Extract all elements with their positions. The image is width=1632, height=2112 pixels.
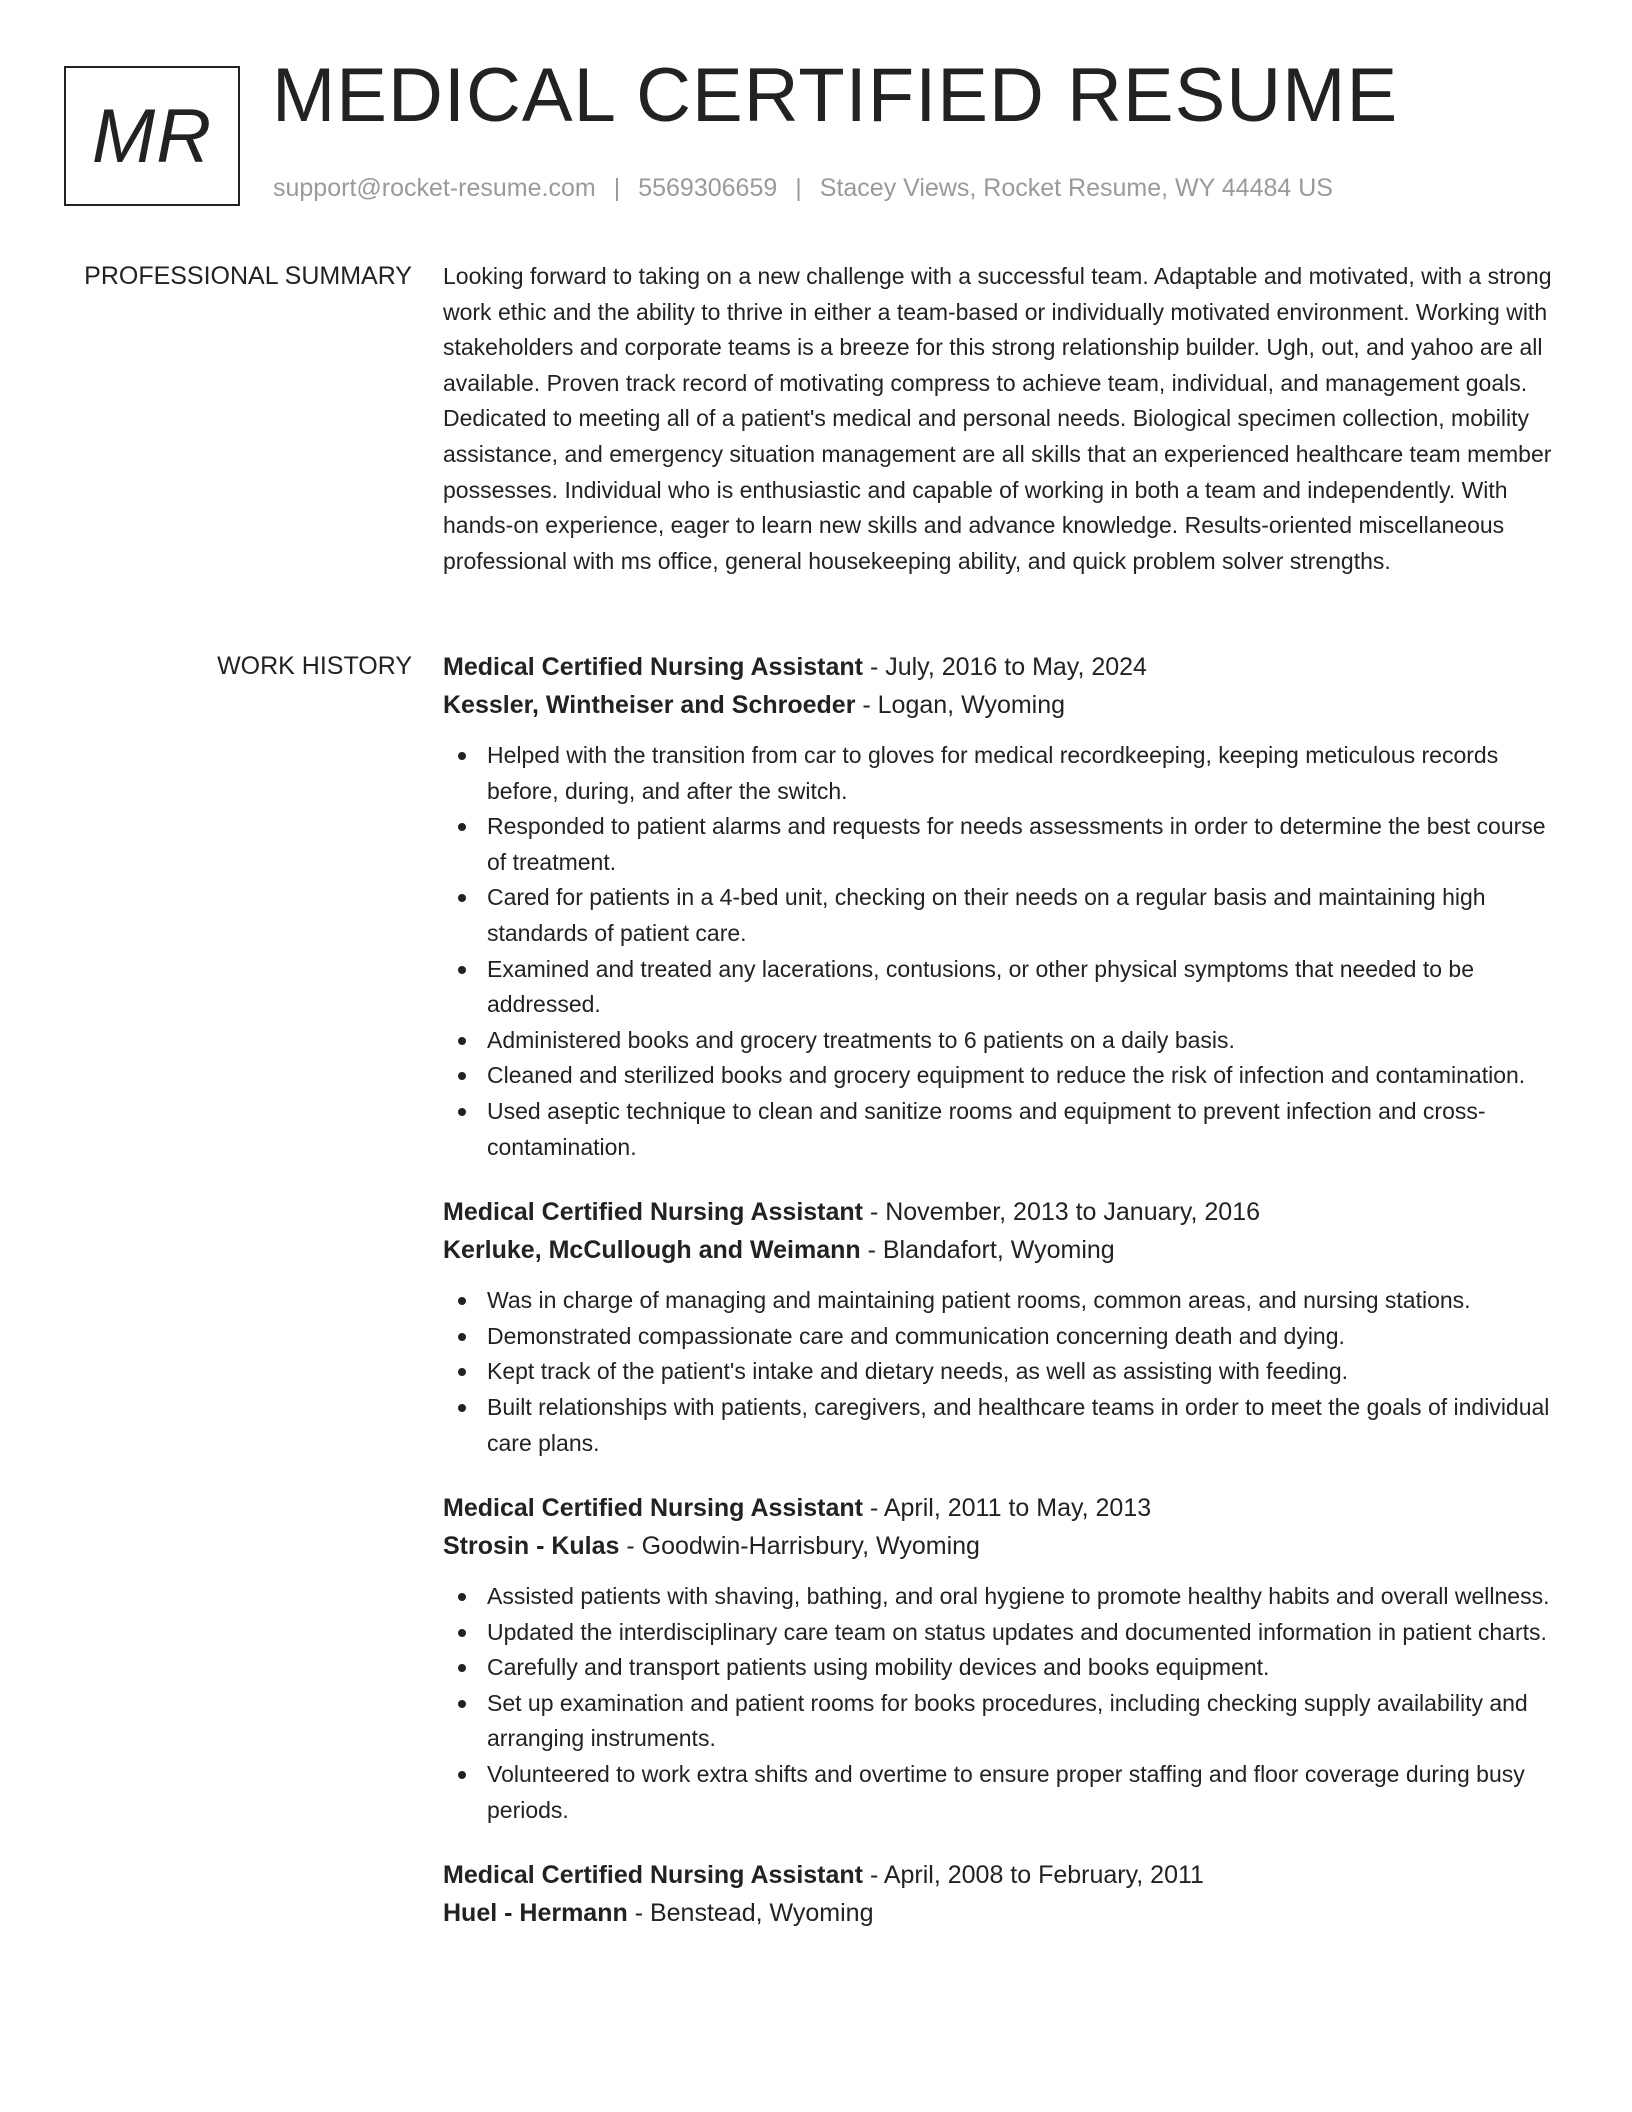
job-bullet-text: Set up examination and patient rooms for books procedures, including checking supply availability and arranging instruments. bbox=[487, 1689, 1528, 1752]
job-bullet-text: Responded to patient alarms and requests for needs assessments in order to determine the best course of treatment. bbox=[487, 813, 1546, 875]
job-company: Strosin - Kulas bbox=[443, 1532, 620, 1561]
job-bullet bbox=[443, 1579, 1553, 1615]
job-title: Medical Certified Nursing Assistant bbox=[443, 1198, 863, 1227]
job-title: Medical Certified Nursing Assistant bbox=[443, 1494, 863, 1523]
summary-heading: PROFESSIONAL SUMMARY bbox=[84, 262, 412, 290]
job-bullet bbox=[443, 1650, 1553, 1686]
job-bullets bbox=[443, 1283, 1553, 1461]
job-entry bbox=[443, 648, 1553, 1165]
job-bullet-text: Cared for patients in a 4-bed unit, checking on their needs on a regular basis and maintaining high standards of patient care. bbox=[487, 884, 1486, 946]
job-location: - Logan, Wyoming bbox=[855, 691, 1066, 719]
bullet-dot-icon bbox=[458, 1771, 466, 1779]
work-history-heading: WORK HISTORY bbox=[217, 652, 412, 680]
bullet-dot-icon bbox=[458, 1037, 466, 1045]
job-bullet bbox=[443, 1615, 1553, 1651]
bullet-dot-icon bbox=[458, 1108, 466, 1116]
work-history-body bbox=[443, 648, 1553, 1960]
job-bullet bbox=[443, 1319, 1553, 1355]
job-title-line bbox=[443, 1856, 1553, 1894]
bullet-dot-icon bbox=[458, 1333, 466, 1341]
bullet-dot-icon bbox=[458, 1629, 466, 1637]
bullet-dot-icon bbox=[458, 1297, 466, 1305]
job-bullet-text: Helped with the transition from car to gloves for medical recordkeeping, keeping meticulous records before, during, and after the switch. bbox=[487, 742, 1499, 804]
contact-line bbox=[273, 174, 1333, 203]
bullet-dot-icon bbox=[458, 1664, 466, 1672]
job-company: Kerluke, McCullough and Weimann bbox=[443, 1236, 861, 1265]
job-dates: - April, 2011 to May, 2013 bbox=[863, 1494, 1152, 1523]
job-company-line bbox=[443, 1894, 1553, 1932]
bullet-dot-icon bbox=[458, 1700, 466, 1708]
job-dates: - April, 2008 to February, 2011 bbox=[863, 1861, 1204, 1890]
job-company-line bbox=[443, 1231, 1553, 1269]
job-bullet-text: Examined and treated any lacerations, contusions, or other physical symptoms that needed to be addressed. bbox=[487, 955, 1475, 1018]
job-bullet-text: Assisted patients with shaving, bathing, and oral hygiene to promote healthy habits and overall wellness. bbox=[487, 1583, 1550, 1610]
job-title-line bbox=[443, 648, 1553, 686]
job-entry bbox=[443, 1856, 1553, 1932]
contact-email: support@rocket-resume.com bbox=[273, 174, 596, 202]
job-bullet-text: Cleaned and sterilized books and grocery equipment to reduce the risk of infection and contamination. bbox=[487, 1062, 1526, 1089]
job-title: Medical Certified Nursing Assistant bbox=[443, 653, 863, 681]
job-bullet bbox=[443, 1058, 1553, 1094]
job-bullet bbox=[443, 1094, 1553, 1165]
job-bullet bbox=[443, 1686, 1553, 1757]
summary-text: Looking forward to taking on a new challenge with a successful team. Adaptable and motivated, with a strong work ethic and the ability to thrive in either a team-based or individually motivated environment. Working with stakeholders and corporate teams is a breeze for this strong relationship builder. Ugh, out, and yahoo are all available. Proven track record of motivating compress to achieve team, individual, and management goals. Dedicated to meeting all of a patient's medical and personal needs. Biological specimen collection, mobility assistance, and emergency situation management are all skills that an experienced healthcare team member possesses. Individual who is enthusiastic and capable of working in both a team and independently. With hands-on experience, eager to learn new skills and advance knowledge. Results-oriented miscellaneous professional with ms office, general housekeeping ability, and quick problem solver strengths. bbox=[443, 263, 1552, 574]
job-entry bbox=[443, 1489, 1553, 1828]
bullet-dot-icon bbox=[458, 1072, 466, 1080]
job-bullet-text: Administered books and grocery treatments to 6 patients on a daily basis. bbox=[487, 1026, 1235, 1053]
bullet-dot-icon bbox=[458, 752, 466, 760]
job-company-line bbox=[443, 1527, 1553, 1565]
job-title: Medical Certified Nursing Assistant bbox=[443, 1861, 863, 1890]
job-title-line bbox=[443, 1193, 1553, 1231]
job-dates: - July, 2016 to May, 2024 bbox=[863, 653, 1147, 681]
job-bullet-text: Kept track of the patient's intake and dietary needs, as well as assisting with feeding. bbox=[487, 1358, 1348, 1385]
job-bullet bbox=[443, 738, 1553, 809]
job-dates: - November, 2013 to January, 2016 bbox=[863, 1198, 1260, 1227]
monogram-initials: MR bbox=[91, 93, 213, 179]
job-company: Kessler, Wintheiser and Schroeder bbox=[443, 691, 856, 719]
bullet-dot-icon bbox=[458, 823, 466, 831]
job-company: Huel - Hermann bbox=[443, 1899, 628, 1928]
job-bullet bbox=[443, 1023, 1553, 1059]
job-bullets bbox=[443, 1579, 1553, 1828]
bullet-dot-icon bbox=[458, 1593, 466, 1601]
job-location: - Benstead, Wyoming bbox=[627, 1899, 874, 1928]
job-bullet-text: Volunteered to work extra shifts and overtime to ensure proper staffing and floor coverage during busy periods. bbox=[487, 1761, 1525, 1823]
contact-separator: | bbox=[613, 174, 621, 202]
contact-address: Stacey Views, Rocket Resume, WY 44484 US bbox=[819, 174, 1333, 202]
job-location: - Blandafort, Wyoming bbox=[860, 1236, 1115, 1265]
job-bullet bbox=[443, 1354, 1553, 1390]
bullet-dot-icon bbox=[458, 1368, 466, 1376]
contact-phone: 5569306659 bbox=[638, 174, 778, 202]
bullet-dot-icon bbox=[458, 966, 466, 974]
job-bullet bbox=[443, 809, 1553, 880]
job-bullet bbox=[443, 880, 1553, 951]
job-bullet-text: Carefully and transport patients using mobility devices and books equipment. bbox=[487, 1654, 1270, 1681]
summary-body bbox=[443, 259, 1553, 579]
job-location: - Goodwin-Harrisbury, Wyoming bbox=[619, 1532, 980, 1561]
job-bullet-text: Demonstrated compassionate care and communication concerning death and dying. bbox=[487, 1322, 1345, 1349]
job-bullet bbox=[443, 1390, 1553, 1461]
job-entry bbox=[443, 1193, 1553, 1461]
job-bullet-text: Was in charge of managing and maintaining patient rooms, common areas, and nursing stations. bbox=[487, 1287, 1471, 1314]
job-bullet bbox=[443, 1757, 1553, 1828]
resume-title: MEDICAL CERTIFIED RESUME bbox=[272, 53, 1399, 138]
monogram-box bbox=[64, 66, 240, 206]
job-bullet bbox=[443, 952, 1553, 1023]
job-bullet-text: Built relationships with patients, caregivers, and healthcare teams in order to meet the goals of individual care plans. bbox=[487, 1393, 1550, 1456]
job-title-line bbox=[443, 1489, 1553, 1527]
bullet-dot-icon bbox=[458, 894, 466, 902]
job-bullets bbox=[443, 738, 1553, 1165]
job-bullet-text: Used aseptic technique to clean and sanitize rooms and equipment to prevent infection and cross-contamination. bbox=[487, 1097, 1486, 1160]
bullet-dot-icon bbox=[458, 1404, 466, 1412]
job-company-line bbox=[443, 686, 1553, 724]
job-bullet-text: Updated the interdisciplinary care team on status updates and documented information in patient charts. bbox=[487, 1618, 1547, 1645]
job-bullet bbox=[443, 1283, 1553, 1319]
contact-separator: | bbox=[795, 174, 802, 202]
